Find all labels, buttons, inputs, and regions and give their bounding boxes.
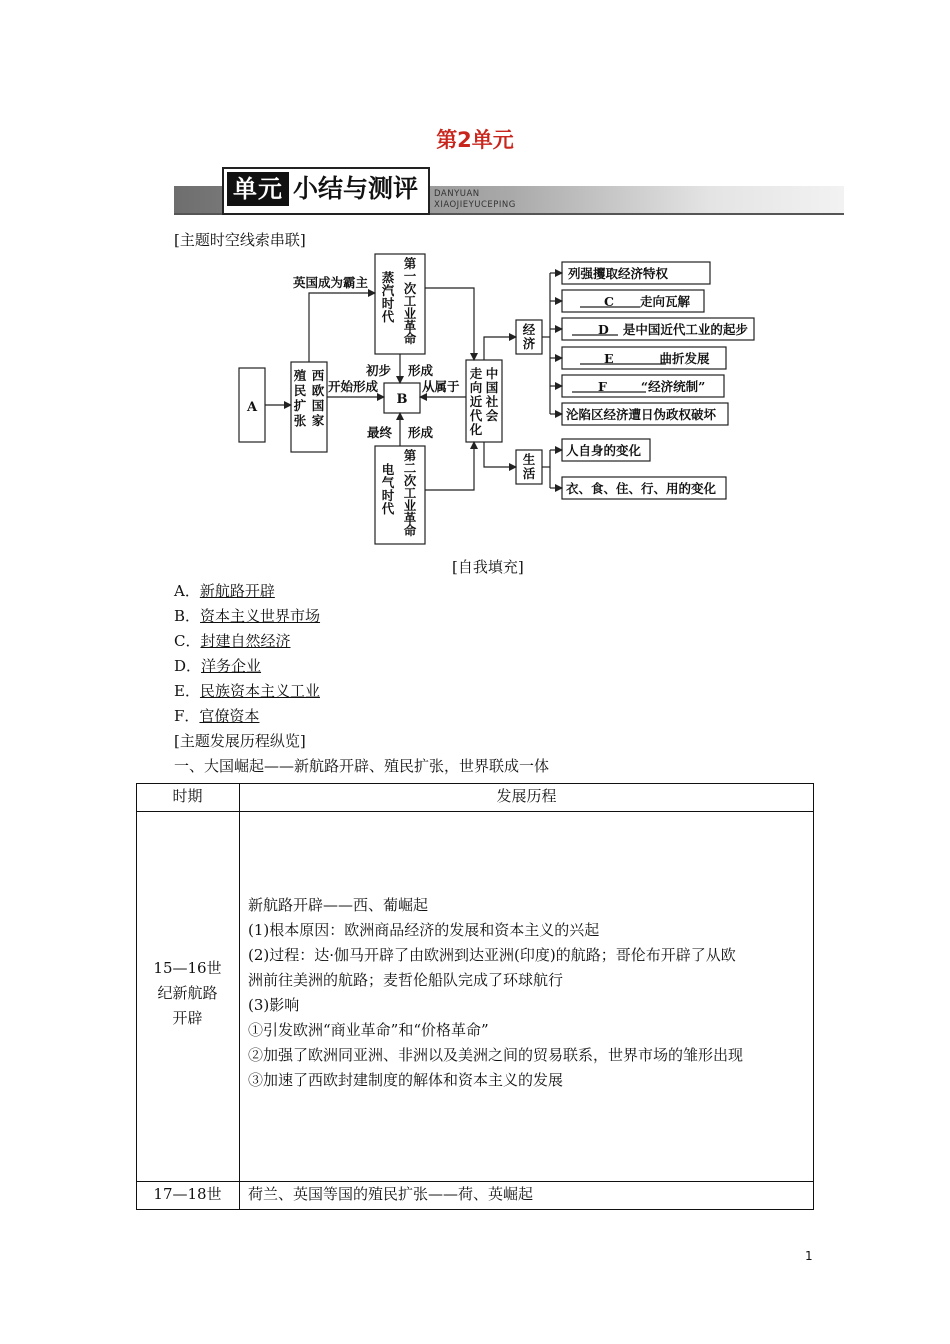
section-history-heading: [主题发展历程纵览] xyxy=(174,732,306,750)
part1-heading: 一、大国崛起——新航路开辟、殖民扩张，世界联成一体 xyxy=(174,757,550,775)
econ-item-1: 列强攫取经济特权 xyxy=(568,266,669,281)
box-a-label: A xyxy=(246,400,258,415)
china-col-2: 走向近代化 xyxy=(469,366,483,437)
life-item-2: 衣、食、住、行、用的变化 xyxy=(566,481,717,496)
econ-item-4: E 曲折发展 xyxy=(604,351,710,366)
west-col-2: 西欧国家 xyxy=(311,368,325,428)
self-fill-heading: [自我填充] xyxy=(452,558,524,576)
banner-pinyin-line1: DANYUAN xyxy=(434,189,480,199)
history-table xyxy=(136,783,814,1210)
fill-item-f: F．官僚资本 xyxy=(174,707,260,725)
fill-item-b: B．资本主义世界市场 xyxy=(174,607,321,625)
econ-item-3: D 是中国近代工业的起步 xyxy=(598,322,748,337)
label-form1: 形成 xyxy=(408,363,434,378)
label-form2: 形成 xyxy=(408,425,434,440)
ir2-col-1: 第二次工业革命 xyxy=(403,448,417,538)
page-title: 第2单元 xyxy=(436,128,514,152)
fill-item-a: A．新航路开辟 xyxy=(174,582,275,600)
header-development: 发展历程 xyxy=(496,787,557,805)
west-col-1: 殖民扩张 xyxy=(293,368,307,428)
ir2-col-2: 电气时代 xyxy=(381,462,395,516)
row1-content: 新航路开辟——西、葡崛起 (1)根本原因：欧洲商品经济的发展和资本主义的兴起 (2)过程：达·伽马开辟了由欧洲到达亚洲(印度)的航路；哥伦布开辟了从欧 洲前往美洲的航路；麦哲伦船队完成了环球航行 (3)影响 ①引发欧洲“商业革命”和“价格革命” ②加强了欧洲同亚洲、非洲以及美洲之间的贸易联系，世界市场的雏形出现 ③加速了西欧封建制度的解体和资本主义的发展 xyxy=(248,896,744,1089)
banner-title: 小结与测评 xyxy=(293,174,419,203)
row2-period: 17—18世 xyxy=(153,1185,222,1203)
section-timeline-heading: [主题时空线索串联] xyxy=(174,231,306,249)
banner-first-word: 单元 xyxy=(227,172,289,206)
life-item-1: 人自身的变化 xyxy=(566,443,642,458)
label-britain: 英国成为霸主 xyxy=(293,275,369,290)
row1-period: 15—16世 纪新航路 开辟 xyxy=(153,959,222,1027)
fill-item-e: E．民族资本主义工业 xyxy=(174,682,320,700)
label-belong: 从属于 xyxy=(422,379,460,394)
econ-item-2: C 走向瓦解 xyxy=(604,294,690,309)
ir1-col-2: 蒸汽时代 xyxy=(381,270,395,324)
label-final: 最终 xyxy=(367,425,393,440)
page-number: 1 xyxy=(805,1249,813,1263)
label-initial: 初步 xyxy=(366,363,392,378)
china-col-1: 中国社会 xyxy=(485,366,499,423)
ir1-col-1: 第一次工业革命 xyxy=(403,256,417,346)
econ-col: 经济 xyxy=(522,322,536,351)
label-begin: 开始形成 xyxy=(328,379,379,394)
econ-item-6: 沦陷区经济遭日伪政权破坏 xyxy=(566,407,717,422)
row2-content: 荷兰、英国等国的殖民扩张——荷、英崛起 xyxy=(248,1185,534,1203)
concept-diagram xyxy=(0,0,950,560)
life-col: 生活 xyxy=(522,452,536,481)
fill-item-c: C．封建自然经济 xyxy=(174,632,291,650)
self-fill-list xyxy=(174,579,320,729)
box-b-label: B xyxy=(396,392,408,407)
fill-item-d: D．洋务企业 xyxy=(174,657,262,675)
econ-item-5: F “经济统制” xyxy=(598,379,706,394)
banner-pinyin-line2: XIAOJIEYUCEPING xyxy=(434,200,516,210)
header-period: 时期 xyxy=(172,787,203,805)
